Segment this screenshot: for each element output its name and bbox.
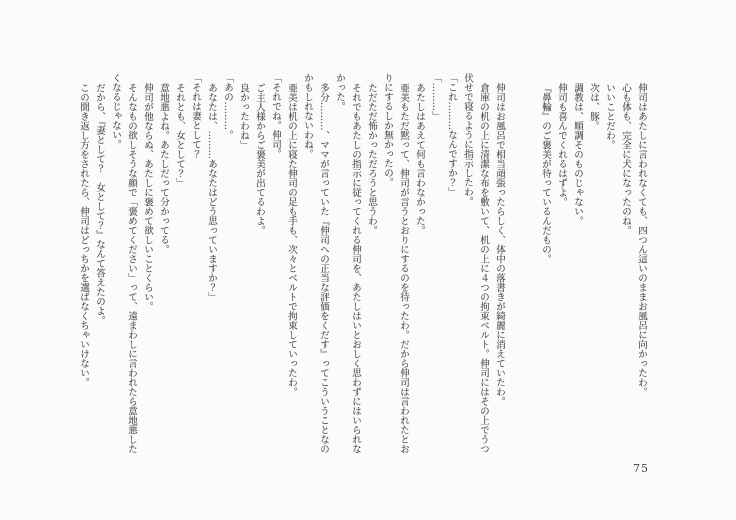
text-line: 心も体も、完全に犬になったのね。 — [620, 82, 631, 235]
text-line: 調教は、順調そのものじゃない。 — [572, 82, 583, 225]
text-line: 「それは妻として？ — [190, 73, 201, 159]
text-line: ただただ怖かっただろうと思うわ。 — [366, 82, 377, 235]
text-line: 「これ………なんですか？」 — [446, 73, 457, 197]
text-line: 良かったわね」 — [238, 82, 249, 149]
text-line: 亜美もただ黙って、伸司が言うとおりにするのを待ったわ。だから伸司は言われたとおりにするしか無かったの。 — [382, 73, 409, 453]
text-line: 伸司はお風呂で相当頑張ったらしく、体中の落書きが綺麗に消えていたわ。 — [494, 82, 505, 406]
monologue-block — [537, 73, 649, 454]
text-line: 倉庫の机の上に清潔な布を敷いて、机の上に４つの拘束ベルト。伸司にはその上でうつ伏せで寝るように指示したわ。 — [462, 73, 489, 453]
text-line: 伸司が他ならぬ、あたしに褒めて欲しいことくらい。 — [142, 82, 153, 311]
text-line: あたしはあえて何も言わなかった。 — [414, 82, 425, 235]
text-line: そんなもの欲しそうな顔で「褒めてください」って、遠まわしに言われたら意地悪したくなるじゃない。 — [110, 73, 137, 453]
text-line: 『鼻輪』のご褒美が待っているんだもの。 — [540, 82, 551, 263]
text-line: 伸司も喜んでくれるはずよ。 — [556, 82, 567, 206]
text-line: それとも、女として？」 — [174, 82, 185, 187]
text-line: 次は、豚。 — [588, 82, 599, 130]
page-number: 75 — [633, 462, 649, 475]
text-line: 「それでね。伸司。 — [270, 73, 281, 159]
text-line: 伸司はあたしに言われなくても、四つん這いのままお風呂に向かったわ。 — [636, 82, 647, 396]
text-columns — [75, 73, 649, 454]
text-line: ご主人様からご褒美が出てるわよ。 — [254, 82, 265, 235]
text-line: 亜美は机の上に寝た伸司の足も手も、次々とベルトで拘束していったわ。 — [286, 82, 297, 396]
text-line: 「………」 — [430, 73, 441, 121]
narrative-block — [75, 73, 507, 454]
text-line: あなたは、………あなたはどう思っていますか？」 — [206, 82, 217, 301]
text-line: 多分………、ママが言っていた『伸司への正当な評価をくだす』ってこういうことなのかもしれないわね。 — [302, 73, 329, 453]
text-line: 意地悪よね。あたしだって分かってる。 — [158, 82, 169, 254]
text-line: だから、『妻として？ 女として？』なんて答えたのよ。 — [94, 82, 105, 325]
text-line: この聞き返し方をされたら、伸司はどっちかを選ばなくちゃいけない。 — [78, 82, 89, 387]
text-line: いいことだわ。 — [604, 82, 615, 149]
text-line: 「あの………。 — [222, 73, 233, 140]
text-line: それでもあたしの指示に従ってくれる伸司を、あたしはいとおしく思わずにはいられなかった。 — [334, 73, 361, 453]
